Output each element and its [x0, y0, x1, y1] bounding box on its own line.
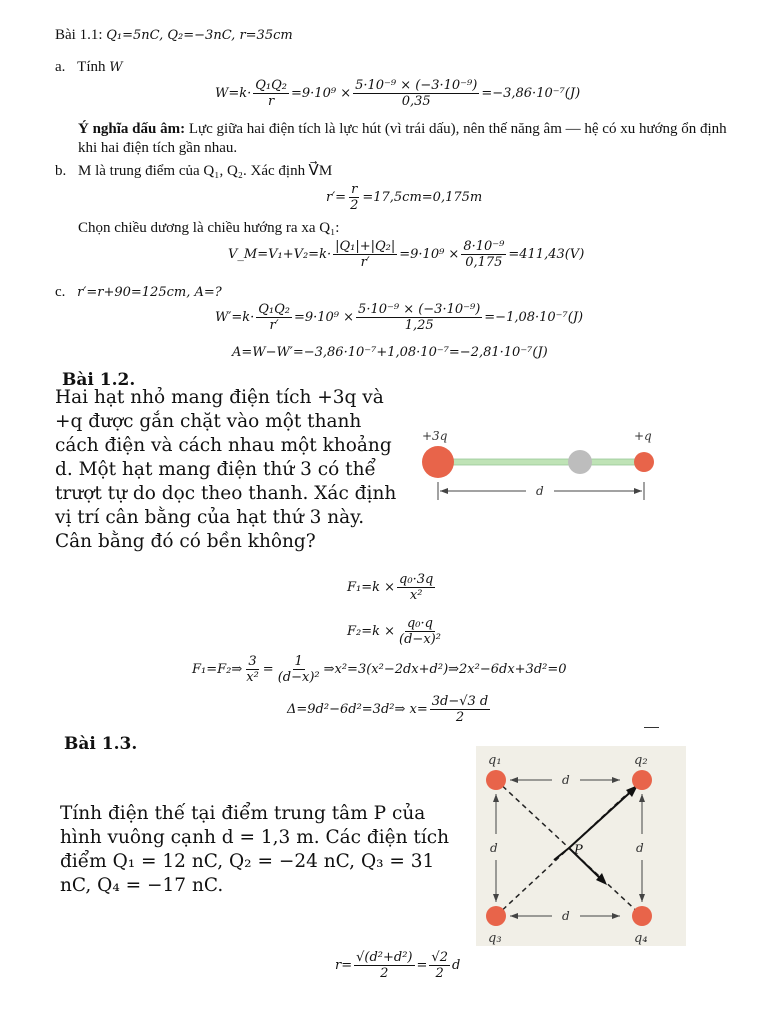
- frac-num: √2: [431, 950, 448, 965]
- p11-b-text: M là trung điểm của Q₁, Q₂. Xác định V⃗M: [78, 163, 333, 179]
- frac-num: q₀·q: [406, 616, 433, 631]
- p13-eq: [335, 950, 460, 981]
- p13-problem: Tính điện thế tại điểm trung tâm P của hình vuông cạnh d = 1,3 m. Các điện tích điểm Q₁ = 12 nC, Q₂ = −24 nC, Q₃ = 31 nC, Q₄ = −17 nC.: [60, 803, 450, 896]
- eq-part: =: [416, 958, 428, 973]
- frac-den: r′: [360, 255, 370, 270]
- stray-dash: [644, 727, 659, 728]
- third-particle-ball: [568, 450, 592, 474]
- eq-part: W=k·: [215, 86, 252, 101]
- p12-fig-right-label: +q: [634, 429, 652, 443]
- frac-num: q₀·3q: [399, 572, 434, 587]
- fraction: [430, 694, 491, 725]
- frac-den: 2: [380, 966, 389, 981]
- insulating-rod: [438, 459, 648, 465]
- p11-c-eq2: A=W−W′=−3,86·10⁻⁷+1,08·10⁻⁷=−2,81·10⁻⁷(J): [232, 345, 548, 360]
- charge-3q-ball: [422, 446, 454, 478]
- frac-den: 0,175: [465, 255, 503, 270]
- p11-b-eq1: [326, 182, 482, 213]
- frac-den: 0,35: [401, 94, 431, 109]
- fraction: [348, 182, 360, 213]
- fraction: [397, 616, 443, 647]
- p11-meaning: [78, 120, 738, 158]
- p11-header-label: Bài 1.1:: [55, 27, 107, 43]
- fraction: [276, 654, 322, 685]
- d-arrowhead-left: [440, 488, 448, 494]
- d-arrowhead-right: [634, 488, 642, 494]
- p11-a-equation: [215, 78, 580, 109]
- eq-equals: =: [262, 662, 274, 677]
- eq-part: F₁=F₂⇒: [192, 662, 243, 677]
- fraction: [397, 572, 435, 603]
- eq-part: =−3,86·10⁻⁷(J): [481, 86, 581, 101]
- frac-den: x²: [409, 588, 423, 603]
- p11-meaning-text: Lực giữa hai điện tích là lực hút (vì trái dấu), nên thế năng âm — hệ có xu hướng ổn định khi hai điện tích gần nhau.: [78, 121, 727, 156]
- eq-part: r′=: [326, 190, 347, 205]
- p11-b-line: [55, 162, 332, 181]
- eq-part: =9·10⁹ ×: [399, 247, 460, 262]
- charge-q4: [632, 906, 652, 926]
- frac-den: (d−x)²: [277, 670, 320, 685]
- frac-den: 2: [435, 966, 444, 981]
- eq-part: =17,5cm=0,175m: [362, 190, 483, 205]
- p13-fig-d-top: d: [562, 773, 570, 787]
- p13-fig-p: P: [574, 843, 583, 858]
- eq-part: ⇒x²=3(x²−2dx+d²)⇒2x²−6dx+3d²=0: [323, 662, 567, 677]
- charge-q3: [486, 906, 506, 926]
- frac-den: x²: [246, 670, 259, 685]
- p11-c-marker: c.: [55, 284, 66, 300]
- charge-q1: [486, 770, 506, 790]
- frac-num: Q₁Q₂: [255, 78, 288, 93]
- frac-den: r′: [269, 318, 279, 333]
- frac-den: r: [268, 94, 275, 109]
- eq-part: =9·10⁹ ×: [293, 310, 355, 325]
- p11-header-math: Q₁=5nC, Q₂=−3nC, r=35cm: [106, 28, 293, 43]
- p11-a-line: [55, 58, 123, 77]
- frac-num: r: [351, 182, 358, 197]
- eq-part: W′=k·: [215, 310, 255, 325]
- p11-header: [55, 26, 293, 45]
- p13-fig-d-bottom: d: [562, 909, 570, 923]
- frac-num: √(d²+d²): [356, 950, 413, 965]
- frac-num: 8·10⁻⁹: [463, 239, 505, 254]
- p12-figure: [418, 424, 668, 506]
- eq-part: =411,43(V): [508, 247, 585, 262]
- p13-figure: [476, 746, 686, 946]
- frac-num: 5·10⁻⁹ × (−3·10⁻⁹): [358, 302, 481, 317]
- fraction: [429, 950, 450, 981]
- p12-f2: [347, 616, 445, 647]
- p12-problem: Hai hạt nhỏ mang điện tích +3q và +q được gắn chặt vào một thanh cách điện và cách nhau một khoảng d. Một hạt mang điện thứ 3 có thể trượt tự do dọc theo thanh. Xác định vị trí cân bằng của hạt thứ 3 này. Cân bằng đó có bền không?: [55, 387, 397, 552]
- fraction: [354, 950, 414, 981]
- p13-fig-q3: q₃: [488, 931, 502, 946]
- p12-fig-left-label: +3q: [422, 429, 448, 443]
- frac-den: 1,25: [404, 318, 434, 333]
- p12-fig-d-label: d: [536, 484, 544, 498]
- eq-part: V_M=V₁+V₂=k·: [228, 247, 332, 262]
- p12-f1: [347, 572, 437, 603]
- p11-b-dir: Chọn chiều dương là chiều hướng ra xa Q₁:: [78, 220, 340, 236]
- eq-part: =9·10⁹ ×: [291, 86, 352, 101]
- fraction: [461, 239, 506, 270]
- p12-eq4: [287, 694, 492, 725]
- eq-part: r=: [335, 958, 353, 973]
- eq-part: Δ=9d²−6d²=3d²⇒ x=: [287, 702, 428, 717]
- p12-title: Bài 1.2.: [62, 370, 136, 390]
- p12-eq3: [192, 654, 567, 685]
- p11-c-eq1: [215, 302, 583, 333]
- frac-num: 5·10⁻⁹ × (−3·10⁻⁹): [355, 78, 478, 93]
- fraction: [333, 239, 397, 270]
- charge-q-ball: [634, 452, 654, 472]
- eq-part: F₂=k ×: [347, 624, 396, 639]
- eq-part: d: [451, 958, 461, 973]
- p11-c-line: [55, 283, 222, 302]
- eq-part: F₁=k ×: [347, 580, 396, 595]
- p11-a-var: W: [109, 60, 123, 75]
- frac-den: (d−x)²: [399, 632, 441, 647]
- fraction: [353, 78, 479, 109]
- frac-num: Q₁Q₂: [258, 302, 290, 317]
- eq-part: =−1,08·10⁻⁷(J): [484, 310, 584, 325]
- fraction: [256, 302, 292, 333]
- p11-a-text: Tính: [77, 59, 110, 75]
- p13-fig-q4: q₄: [634, 931, 648, 946]
- p11-b-eq2: [228, 239, 584, 270]
- p11-a-marker: a.: [55, 59, 66, 75]
- frac-den: 2: [350, 198, 359, 213]
- frac-num: 1: [294, 654, 303, 669]
- p13-fig-q1: q₁: [488, 753, 502, 768]
- p13-fig-d-right: d: [636, 841, 644, 855]
- frac-num: 3d−√3 d: [431, 694, 489, 709]
- frac-num: |Q₁|+|Q₂|: [335, 239, 396, 254]
- frac-num: 3: [248, 654, 257, 669]
- p11-meaning-bold: Ý nghĩa dấu âm:: [78, 121, 186, 137]
- p11-c-text: r′=r+90=125cm, A=?: [77, 285, 222, 300]
- frac-den: 2: [455, 710, 465, 725]
- fraction: [253, 78, 289, 109]
- p13-title: Bài 1.3.: [64, 734, 138, 754]
- fraction: [244, 654, 261, 685]
- p13-fig-q2: q₂: [634, 753, 648, 768]
- charge-q2: [632, 770, 652, 790]
- p11-b-marker: b.: [55, 163, 67, 179]
- fraction: [356, 302, 482, 333]
- p13-fig-d-left: d: [490, 841, 498, 855]
